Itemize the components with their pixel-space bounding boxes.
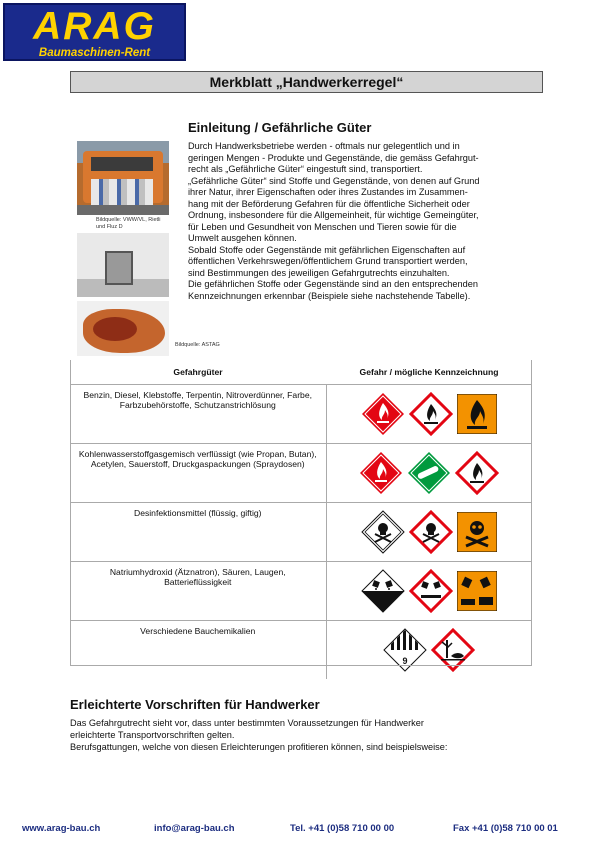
photo-caption-1: Bildquelle: VWW/VL, Rietli und Fluz D [96, 217, 161, 230]
hazard-icons-cell [326, 561, 532, 620]
hazard-icons-cell [326, 620, 532, 679]
intro-line: recht als „Gefährliche Güter“ eingestuft sind, transportiert. [188, 164, 423, 174]
col-header-hazard: Gefahr / mögliche Kennzeichnung [326, 360, 532, 384]
footer-fax: Fax +41 (0)58 710 00 01 [453, 823, 558, 834]
intro-line: öffentlichen Verkehrswegen/öffentlichem Grund transportiert werden, [188, 256, 468, 266]
svg-text:9: 9 [402, 655, 408, 666]
photo-column [77, 141, 169, 356]
corrosive-ghs-diamond-icon [409, 569, 453, 613]
footer [18, 823, 583, 839]
page-title: Merkblatt „Handwerkerregel“ [70, 71, 543, 93]
goods-cell: Natriumhydroxid (Ätznatron), Säuren, Laugen, Batterieflüssigkeit [70, 561, 326, 620]
section-2-heading: Erleichterte Vorschriften für Handwerker [70, 697, 320, 712]
intro-line: hang mit der Beförderung Gefahren für die öffentliche Sicherheit oder [188, 198, 470, 209]
footer-email-link[interactable]: info@arag-bau.ch [154, 823, 235, 834]
intro-line: „Gefährliche Güter“ sind Stoffe und Gegenstände, von denen auf Grund [188, 175, 480, 186]
intro-line: ihrer Natur, ihrer Eigenschaften oder ihres Zustandes im Zusammen- [188, 187, 468, 197]
table-border-left [70, 360, 71, 666]
table-row [70, 620, 532, 679]
intro-line: Durch Handwerksbetriebe werden - oftmals nur gelegentlich und in [188, 141, 460, 151]
footer-phone: Tel. +41 (0)58 710 00 00 [290, 823, 395, 834]
intro-line: Die gefährlichen Stoffe oder Gegenstände sind an den entsprechenden [188, 279, 478, 289]
section-2-line: Berufsgattungen, welche von diesen Erleichterungen profitieren können, sind beispielsweise: [70, 741, 448, 752]
corrosive-orange-square-icon [457, 571, 497, 611]
goods-cell: Benzin, Diesel, Klebstoffe, Terpentin, Nitroverdünner, Farbe, Farbzubehörstoffe, Schutzanstrichlösung [70, 384, 326, 443]
section-2-line: erleichterte Transportvorschriften gelten. [70, 729, 235, 740]
hazard-icons-cell [326, 502, 532, 561]
table-border-right [531, 360, 532, 666]
intro-line: Sobald Stoffe oder Gegenstände mit gefährlichen Eigenschaften auf [188, 244, 466, 255]
truck-photo [77, 141, 169, 215]
section-2-text [70, 718, 540, 753]
flammable-ghs-diamond-icon [409, 392, 453, 436]
footer-web-link[interactable]: www.arag-bau.ch [22, 823, 101, 834]
logo-tagline: Baumaschinen-Rent [38, 47, 151, 59]
flammable-orange-square-icon [457, 394, 497, 434]
table-row [70, 443, 532, 502]
intro-text [188, 141, 548, 302]
goods-cell: Desinfektionsmittel (flüssig, giftig) [70, 502, 326, 561]
intro-line: sind Bestimmungen des jeweiligen Gefahrgutrechts einzuhalten. [188, 267, 450, 278]
table-border-bottom [70, 665, 532, 666]
hazard-table [70, 360, 532, 679]
corrosive-black-white-diamond-icon [361, 569, 405, 613]
intro-line: Ordnung, insbesondere für die Allgemeinheit, für wichtige Gemeingüter, [188, 210, 479, 220]
tank-photo [77, 233, 169, 297]
flammable-red-diamond-icon [359, 451, 403, 495]
table-row [70, 502, 532, 561]
toxic-white-diamond-icon [361, 510, 405, 554]
burn-photo [77, 301, 169, 356]
goods-cell: Kohlenwasserstoffgasgemisch verflüssigt (wie Propan, Butan), Acetylen, Sauerstoff, Druckgaspackungen (Spraydosen) [70, 443, 326, 502]
flammable-red-diamond-icon [361, 392, 405, 436]
intro-line: Umwelt ausgehen können. [188, 233, 297, 243]
intro-line: geringen Mengen - Produkte und Gegenstände, die gemäss Gefahrgut- [188, 152, 479, 163]
col-header-goods: Gefahrgüter [70, 360, 326, 384]
table-row [70, 561, 532, 620]
photo-caption-2: Bildquelle: ASTAG [175, 342, 220, 348]
intro-heading: Einleitung / Gefährliche Güter [188, 120, 372, 135]
hazard-icons-cell [326, 384, 532, 443]
logo-brand: ARAG [33, 5, 156, 48]
table-row [70, 384, 532, 443]
hazard-icons-cell [326, 443, 532, 502]
toxic-orange-square-icon [457, 512, 497, 552]
intro-line: für Leben und Gesundheit von Menschen und Tieren sowie für die [188, 221, 457, 232]
flammable-ghs-diamond-icon [455, 451, 499, 495]
goods-cell: Verschiedene Bauchemikalien [70, 620, 326, 679]
toxic-ghs-diamond-icon [409, 510, 453, 554]
intro-line: Kennzeichnungen erkennbar (Beispiele siehe nachstehende Tabelle). [188, 290, 471, 301]
section-2-line: Das Gefahrgutrecht sieht vor, dass unter bestimmten Voraussetzungen für Handwerker [70, 718, 424, 728]
arag-logo[interactable] [3, 3, 186, 61]
gas-cylinder-green-diamond-icon [407, 451, 451, 495]
